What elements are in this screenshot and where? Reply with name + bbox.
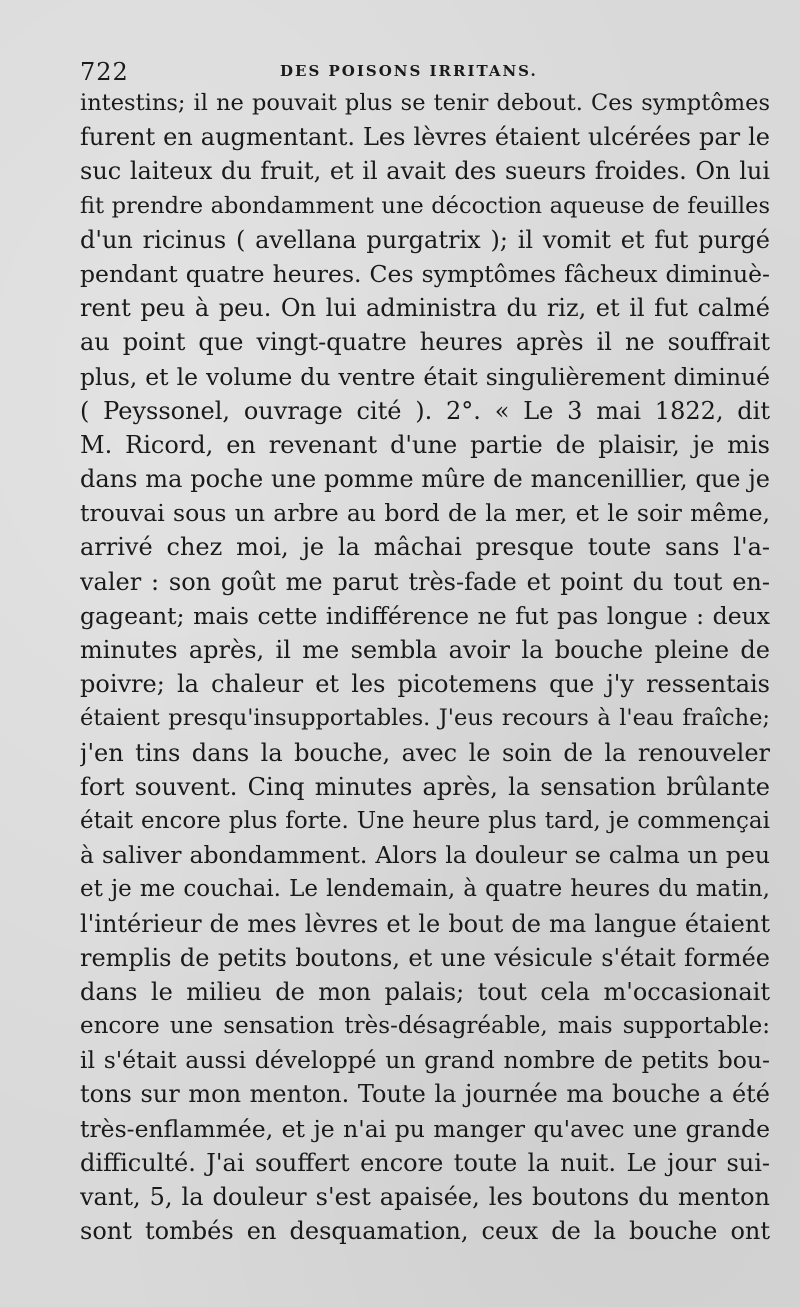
text-line: valer : son goût me parut très-fade et point du tout en- [80,567,770,596]
text-line: fort souvent. Cinq minutes après, la sensation brûlante [80,772,770,801]
text-line: tons sur mon menton. Toute la journée ma bouche a été [80,1080,770,1109]
page-number: 722 [80,58,129,86]
text-line: était encore plus forte. Une heure plus tard, je commençai [80,807,770,834]
text-line: ( Peyssonel, ouvrage cité ). 2°. « Le 3 mai 1822, dit [80,396,770,425]
running-head [80,58,770,88]
text-line: j'en tins dans la bouche, avec le soin de la renouveler [80,738,770,767]
text-line: arrivé chez moi, je la mâchai presque toute sans l'a- [80,533,770,562]
text-line: intestins; il ne pouvait plus se tenir debout. Ces symptômes [80,90,770,116]
text-line: vant, 5, la douleur s'est apaisée, les boutons du menton [80,1183,770,1211]
text-line: dans ma poche une pomme mûre de mancenillier, que je [80,465,770,494]
body-text [80,86,770,1248]
text-line: à saliver abondamment. Alors la douleur se calma un peu [80,841,770,870]
text-line: M. Ricord, en revenant d'une partie de plaisir, je mis [80,430,770,459]
text-line: au point que vingt-quatre heures après il ne souffrait [80,328,770,357]
text-line: rent peu à peu. On lui administra du riz, et il fut calmé [80,294,770,323]
running-title: DES POISONS IRRITANS. [280,62,538,80]
text-line: furent en augmentant. Les lèvres étaient ulcérées par le [80,123,770,152]
text-line: plus, et le volume du ventre était singulièrement diminué [80,362,770,391]
text-line: encore une sensation très-désagréable, mais supportable: [80,1013,770,1040]
text-line: difficulté. J'ai souffert encore toute la nuit. Le jour sui- [80,1148,770,1177]
text-line: dans le milieu de mon palais; tout cela m'occasionait [80,977,770,1006]
text-line: suc laiteux du fruit, et il avait des sueurs froides. On lui [80,157,770,186]
text-line: pendant quatre heures. Ces symptômes fâcheux diminuè- [80,259,770,288]
text-line: très-enflammée, et je n'ai pu manger qu'avec une grande [80,1114,770,1143]
text-line: sont tombés en desquamation, ceux de la bouche ont [80,1217,770,1246]
text-line: il s'était aussi développé un grand nombre de petits bou- [80,1046,770,1075]
text-line: remplis de petits boutons, et une vésicule s'était formée [80,943,770,972]
text-line: poivre; la chaleur et les picotemens que j'y ressentais [80,670,770,699]
text-line: et je me couchai. Le lendemain, à quatre heures du matin, [80,876,770,903]
text-line: d'un ricinus ( avellana purgatrix ); il vomit et fut purgé [80,225,770,254]
text-line: étaient presqu'insupportables. J'eus recours à l'eau fraîche; [80,705,770,732]
text-line: l'intérieur de mes lèvres et le bout de ma langue étaient [80,909,770,938]
text-line: fit prendre abondamment une décoction aqueuse de feuilles [80,192,770,219]
text-line: minutes après, il me sembla avoir la bouche pleine de [80,636,770,664]
text-line: trouvai sous un arbre au bord de la mer, et le soir même, [80,499,770,528]
text-line: gageant; mais cette indifférence ne fut pas longue : deux [80,601,770,630]
